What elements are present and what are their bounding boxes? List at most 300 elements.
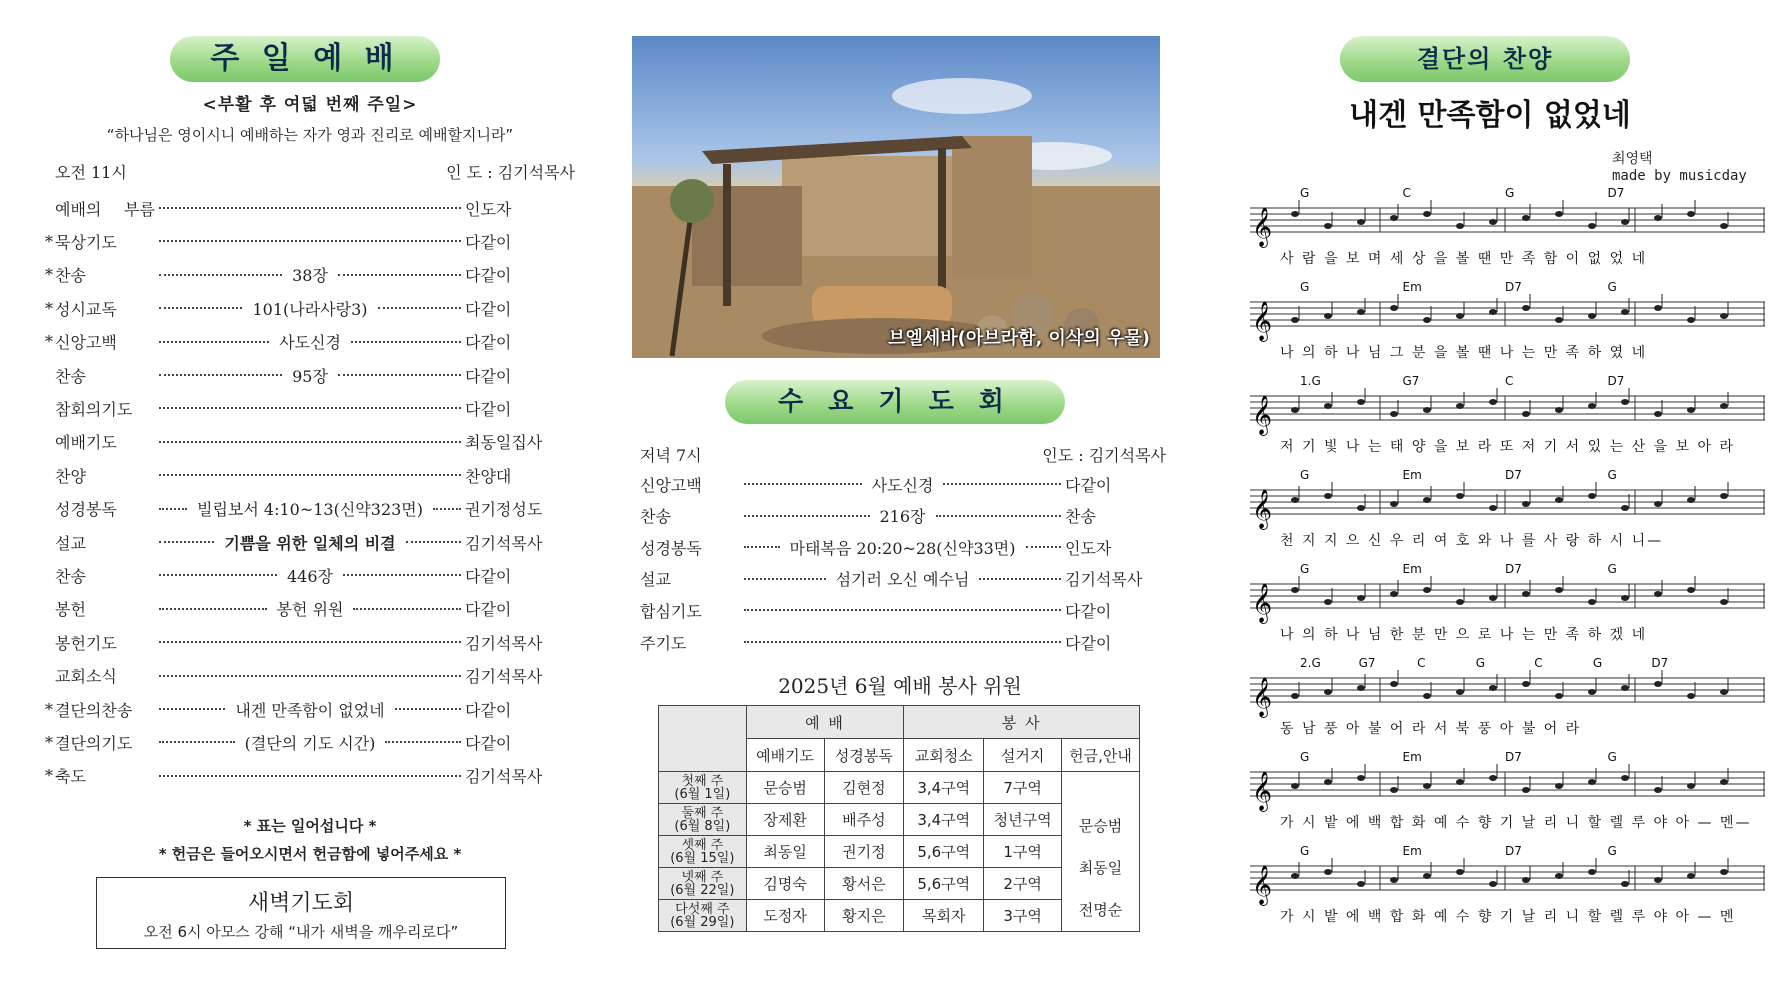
lyric-line: 가 시 밭 에 백 합 화 예 수 향 기 날 리 니 할 렐 루 야 아 — 멘 bbox=[1280, 909, 1736, 925]
chord-symbol: G bbox=[1607, 750, 1617, 764]
note-head bbox=[1522, 787, 1530, 793]
duty-reading: 배주성 bbox=[824, 804, 904, 836]
sunday-time: 오전 11시 bbox=[55, 163, 127, 182]
note-head bbox=[1588, 223, 1596, 229]
treble-clef-icon: 𝄞 bbox=[1252, 583, 1273, 623]
order-item-person: 다같이 bbox=[465, 266, 512, 286]
duty-prayer: 문승범 bbox=[746, 772, 824, 804]
order-item-person: 다같이 bbox=[465, 399, 512, 419]
note-head bbox=[1687, 211, 1695, 217]
sunday-order-row bbox=[45, 293, 565, 323]
hymn-column bbox=[1240, 0, 1780, 1002]
order-item-detail: 기쁨을 위한 일체의 비결 bbox=[224, 533, 396, 553]
order-item-person: 다같이 bbox=[465, 366, 512, 386]
order-item-person: 다같이 bbox=[1065, 475, 1112, 495]
note-head bbox=[1456, 869, 1464, 875]
hymn-section-title: 결단의 찬양 bbox=[1340, 36, 1630, 82]
note-head bbox=[1621, 219, 1629, 225]
note-head bbox=[1555, 211, 1563, 217]
staff-line bbox=[1250, 656, 1770, 750]
sunday-order-row bbox=[45, 694, 565, 724]
standing-marker: * bbox=[45, 265, 53, 285]
order-leader-line bbox=[155, 364, 465, 387]
order-leader-line bbox=[155, 441, 465, 443]
duty-prayer: 최동일 bbox=[746, 836, 824, 868]
order-item-name: 성경봉독 bbox=[55, 500, 117, 520]
staff bbox=[1250, 482, 1770, 532]
order-item-detail: 446장 bbox=[287, 566, 333, 586]
order-item-detail: 101(나라사랑3) bbox=[252, 299, 368, 319]
chord-symbol: G bbox=[1300, 844, 1310, 858]
order-leader-line bbox=[155, 731, 465, 754]
sunday-leader: 인 도 : 김기석목사 bbox=[446, 163, 575, 182]
order-item-person: 최동일집사 bbox=[465, 433, 543, 453]
staff-line bbox=[1250, 750, 1770, 844]
order-leader-line bbox=[155, 531, 465, 554]
wednesday-title: 수 요 기 도 회 bbox=[725, 380, 1065, 424]
order-item-detail: 216장 bbox=[879, 507, 926, 527]
order-item-person: 다같이 bbox=[465, 733, 512, 753]
wednesday-column bbox=[620, 0, 1180, 1002]
note-head bbox=[1423, 783, 1431, 789]
note-head bbox=[1522, 877, 1530, 883]
beersheba-photo bbox=[632, 36, 1160, 358]
duty-date: (6월 1일) bbox=[674, 786, 731, 802]
chord-symbol: C bbox=[1417, 656, 1426, 670]
wednesday-order-list bbox=[640, 469, 1165, 659]
note-head bbox=[1357, 775, 1365, 781]
note-head bbox=[1390, 787, 1398, 793]
note-head bbox=[1720, 313, 1728, 319]
note-head bbox=[1588, 313, 1596, 319]
note-head bbox=[1357, 219, 1365, 225]
duty-dishes: 2구역 bbox=[984, 868, 1062, 900]
lyric-line: 사 람 을 보 며 세 상 을 볼 땐 만 족 함 이 없 었 네 bbox=[1280, 251, 1648, 267]
note-head bbox=[1621, 505, 1629, 511]
lyric-line: 가 시 밭 에 백 합 화 예 수 향 기 날 리 니 할 렐 루 야 아 — 멘— bbox=[1280, 815, 1752, 831]
order-leader-line bbox=[155, 297, 465, 320]
order-item-detail: 마태복음 20:20~28(신약33면) bbox=[789, 538, 1016, 558]
sunday-order-row bbox=[45, 393, 565, 423]
chord-symbol: G bbox=[1592, 656, 1603, 670]
sheet-music bbox=[1250, 186, 1770, 950]
order-leader-line bbox=[155, 641, 465, 643]
chord-symbol: C bbox=[1402, 186, 1411, 200]
order-item-name: 합심기도 bbox=[640, 601, 702, 621]
note-head bbox=[1456, 689, 1464, 695]
wednesday-order-row bbox=[640, 469, 1165, 499]
note-head bbox=[1687, 693, 1695, 699]
duty-offering-cell bbox=[1062, 772, 1140, 932]
note-head bbox=[1522, 411, 1530, 417]
staff-line bbox=[1250, 280, 1770, 374]
note-head bbox=[1720, 869, 1728, 875]
standing-marker: * bbox=[45, 298, 53, 318]
note-head bbox=[1291, 211, 1299, 217]
order-item-name: 찬송 bbox=[55, 566, 86, 586]
duty-week-cell bbox=[659, 900, 747, 932]
order-item-name: 찬송 bbox=[640, 507, 671, 527]
chord-symbol: Em bbox=[1402, 750, 1422, 764]
duty-prayer: 도정자 bbox=[746, 900, 824, 932]
staff bbox=[1250, 764, 1770, 814]
standing-marker: * bbox=[45, 699, 53, 719]
order-item-name: 성시교독 bbox=[55, 299, 117, 319]
note-head bbox=[1621, 775, 1629, 781]
order-item-detail: 95장 bbox=[292, 366, 328, 386]
note-head bbox=[1555, 497, 1563, 503]
order-item-detail: 빌립보서 4:10~13(신약323면) bbox=[197, 500, 423, 520]
order-item-person: 다같이 bbox=[465, 333, 512, 353]
lyric-line: 나 의 하 나 님 그 분 을 볼 땐 나 는 만 족 하 였 네 bbox=[1280, 345, 1648, 361]
chord-symbol: 1.G bbox=[1300, 374, 1321, 388]
order-item-name: 결단의찬송 bbox=[55, 700, 133, 720]
note-head bbox=[1390, 411, 1398, 417]
note-head bbox=[1654, 591, 1662, 597]
note-head bbox=[1555, 783, 1563, 789]
treble-clef-icon: 𝄞 bbox=[1252, 207, 1273, 247]
staff-line bbox=[1250, 844, 1770, 938]
order-leader-line bbox=[155, 675, 465, 677]
treble-clef-icon: 𝄞 bbox=[1252, 677, 1273, 717]
chord-symbol: D7 bbox=[1651, 656, 1669, 670]
chord-symbol: Em bbox=[1402, 280, 1422, 294]
chord-symbol: D7 bbox=[1505, 844, 1522, 858]
note-head bbox=[1291, 407, 1299, 413]
order-item-person: 권기정성도 bbox=[465, 500, 543, 520]
note-head bbox=[1588, 403, 1596, 409]
note-head bbox=[1357, 399, 1365, 405]
note-head bbox=[1291, 497, 1299, 503]
dawn-prayer-title: 새벽기도회 bbox=[247, 891, 355, 916]
dawn-prayer-text: 오전 6시 아모스 강해 “내가 새벽을 깨우리로다” bbox=[143, 923, 459, 941]
sunday-order-row bbox=[45, 594, 565, 624]
note-head bbox=[1291, 317, 1299, 323]
order-item-name: 봉헌기도 bbox=[55, 633, 117, 653]
note-head bbox=[1720, 779, 1728, 785]
note-head bbox=[1456, 779, 1464, 785]
note-head bbox=[1423, 407, 1431, 413]
note-head bbox=[1720, 403, 1728, 409]
note-head bbox=[1621, 685, 1629, 691]
order-leader-line bbox=[740, 641, 1065, 643]
note-head bbox=[1555, 587, 1563, 593]
sunday-subtitle: <부활 후 여덟 번째 주일> bbox=[202, 95, 418, 115]
order-item-person: 다같이 bbox=[465, 566, 512, 586]
wednesday-order-row bbox=[640, 501, 1165, 531]
note-head bbox=[1456, 403, 1464, 409]
sunday-order-row bbox=[45, 427, 565, 457]
note-head bbox=[1522, 591, 1530, 597]
order-item-detail: 봉헌 위원 bbox=[276, 600, 344, 620]
order-item-detail: 사도신경 bbox=[279, 333, 341, 353]
duty-cleaning: 3,4구역 bbox=[904, 772, 984, 804]
order-item-person: 찬양대 bbox=[465, 466, 512, 486]
treble-clef-icon: 𝄞 bbox=[1252, 771, 1273, 811]
duty-dishes: 3구역 bbox=[984, 900, 1062, 932]
note-head bbox=[1654, 787, 1662, 793]
photo-caption: 브엘세바(아브라함, 이삭의 우물) bbox=[888, 328, 1150, 349]
chord-symbol: G bbox=[1300, 280, 1310, 294]
treble-clef-icon: 𝄞 bbox=[1252, 301, 1273, 341]
sunday-order-row bbox=[45, 761, 565, 791]
wednesday-time: 저녁 7시 bbox=[640, 446, 702, 465]
note-head bbox=[1291, 873, 1299, 879]
staff bbox=[1250, 670, 1770, 720]
duty-reading: 권기정 bbox=[824, 836, 904, 868]
chord-symbol: C bbox=[1534, 656, 1543, 670]
sunday-worship-column bbox=[40, 0, 580, 1002]
duty-table bbox=[658, 705, 1140, 932]
note-head bbox=[1720, 599, 1728, 605]
sunday-order-row bbox=[45, 193, 565, 223]
order-item-name: 찬송 bbox=[55, 266, 86, 286]
duty-date: (6월 22일) bbox=[670, 882, 735, 898]
order-item-name: 주기도 bbox=[640, 633, 687, 653]
chord-symbol: Em bbox=[1402, 562, 1422, 576]
order-leader-line bbox=[155, 207, 465, 209]
order-item-person: 김기석목사 bbox=[465, 667, 543, 687]
order-item-person: 김기석목사 bbox=[1065, 570, 1143, 590]
duty-head-reading: 성경봉독 bbox=[824, 739, 904, 772]
chord-symbol: G bbox=[1607, 844, 1617, 858]
duty-cleaning: 목회자 bbox=[904, 900, 984, 932]
duty-reading: 김현정 bbox=[824, 772, 904, 804]
note-head bbox=[1390, 501, 1398, 507]
duty-title: 2025년 6월 예배 봉사 위원 bbox=[778, 674, 1022, 698]
order-item-name: 예배기도 bbox=[55, 433, 117, 453]
chord-symbol: Em bbox=[1402, 468, 1422, 482]
note-head bbox=[1324, 689, 1332, 695]
note-head bbox=[1588, 869, 1596, 875]
duty-reading: 황지은 bbox=[824, 900, 904, 932]
note-head bbox=[1423, 497, 1431, 503]
order-item-name: 설교 bbox=[55, 533, 86, 553]
dawn-prayer-box bbox=[96, 877, 506, 949]
chord-symbol: G bbox=[1300, 186, 1310, 200]
order-item-person: 김기석목사 bbox=[465, 533, 543, 553]
duty-date: (6월 29일) bbox=[670, 914, 735, 930]
offering-person: 문승범 bbox=[1078, 816, 1123, 835]
note-head bbox=[1687, 317, 1695, 323]
duty-prayer: 김명숙 bbox=[746, 868, 824, 900]
duty-week-cell bbox=[659, 836, 747, 868]
order-item-name: 예배의 부름 bbox=[55, 199, 155, 219]
chord-symbol: G bbox=[1300, 468, 1310, 482]
order-item-name: 신앙고백 bbox=[640, 475, 702, 495]
note-head bbox=[1588, 689, 1596, 695]
note-head bbox=[1324, 313, 1332, 319]
duty-week: 셋째 주 bbox=[681, 837, 724, 853]
note-head bbox=[1324, 223, 1332, 229]
staff bbox=[1250, 200, 1770, 250]
duty-week: 다섯째 주 bbox=[675, 901, 730, 917]
note-head bbox=[1654, 501, 1662, 507]
note-head bbox=[1654, 411, 1662, 417]
note-head bbox=[1390, 877, 1398, 883]
order-item-person: 다같이 bbox=[1065, 633, 1112, 653]
sunday-order-row bbox=[45, 360, 565, 390]
wednesday-order-row bbox=[640, 564, 1165, 594]
sunday-order-row bbox=[45, 460, 565, 490]
duty-dishes: 1구역 bbox=[984, 836, 1062, 868]
order-leader-line bbox=[155, 597, 465, 620]
duty-week-cell bbox=[659, 772, 747, 804]
song-title: 내겐 만족함이 없었네 bbox=[1349, 98, 1631, 133]
staff-line bbox=[1250, 468, 1770, 562]
duty-corner-cell bbox=[659, 706, 747, 772]
standing-marker: * bbox=[45, 732, 53, 752]
order-item-person: 다같이 bbox=[465, 232, 512, 252]
treble-clef-icon: 𝄞 bbox=[1252, 865, 1273, 905]
note-head bbox=[1357, 309, 1365, 315]
order-item-person: 김기석목사 bbox=[465, 633, 543, 653]
staff bbox=[1250, 294, 1770, 344]
note-head bbox=[1522, 501, 1530, 507]
order-leader-line bbox=[155, 407, 465, 409]
duty-head-offering: 헌금,안내 bbox=[1062, 739, 1140, 772]
order-item-detail: 38장 bbox=[292, 266, 328, 286]
order-item-name: 교회소식 bbox=[55, 667, 117, 687]
note-head bbox=[1357, 881, 1365, 887]
note-head bbox=[1489, 595, 1497, 601]
standing-marker: * bbox=[45, 766, 53, 786]
note-head bbox=[1687, 407, 1695, 413]
duty-head-cleaning: 교회청소 bbox=[904, 739, 984, 772]
standing-marker: * bbox=[45, 231, 53, 251]
chord-symbol: C bbox=[1505, 374, 1514, 388]
duty-row bbox=[659, 772, 1140, 804]
chord-symbol: G7 bbox=[1402, 374, 1420, 388]
lyric-line: 나 의 하 나 님 한 분 만 으 로 나 는 만 족 하 겠 네 bbox=[1280, 627, 1648, 643]
order-item-name: 설교 bbox=[640, 570, 671, 590]
note-head bbox=[1687, 873, 1695, 879]
standing-marker: * bbox=[45, 332, 53, 352]
staff-line bbox=[1250, 374, 1770, 468]
staff-line bbox=[1250, 186, 1770, 280]
composer: 최영택 bbox=[1612, 151, 1653, 167]
duty-reading: 황서은 bbox=[824, 868, 904, 900]
note-head bbox=[1390, 591, 1398, 597]
order-item-detail: (결단의 기도 시간) bbox=[244, 733, 376, 753]
order-leader-line bbox=[740, 536, 1065, 559]
duty-week-cell bbox=[659, 804, 747, 836]
note-head bbox=[1423, 317, 1431, 323]
staff-line bbox=[1250, 562, 1770, 656]
duty-head-worship: 예 배 bbox=[746, 706, 904, 739]
order-leader-line bbox=[740, 567, 1065, 590]
standing-note: * 표는 일어섭니다 * bbox=[243, 817, 377, 835]
chord-symbol: 2.G bbox=[1300, 656, 1321, 670]
duty-head-prayer: 예배기도 bbox=[746, 739, 824, 772]
duty-dishes: 7구역 bbox=[984, 772, 1062, 804]
note-head bbox=[1621, 309, 1629, 315]
note-head bbox=[1324, 779, 1332, 785]
note-head bbox=[1687, 587, 1695, 593]
order-item-name: 찬송 bbox=[55, 366, 86, 386]
order-leader-line bbox=[740, 473, 1065, 496]
note-head bbox=[1555, 317, 1563, 323]
staff bbox=[1250, 388, 1770, 438]
note-head bbox=[1423, 211, 1431, 217]
order-leader-line bbox=[740, 504, 1065, 527]
note-head bbox=[1456, 599, 1464, 605]
duty-prayer: 장제환 bbox=[746, 804, 824, 836]
staff bbox=[1250, 576, 1770, 626]
note-head bbox=[1687, 783, 1695, 789]
sunday-order-row bbox=[45, 226, 565, 256]
order-leader-line bbox=[155, 497, 465, 520]
order-item-person: 다같이 bbox=[465, 700, 512, 720]
note-head bbox=[1291, 783, 1299, 789]
duty-head-dishes: 설거지 bbox=[984, 739, 1062, 772]
order-item-person: 인도자 bbox=[465, 199, 512, 219]
order-item-name: 성경봉독 bbox=[640, 538, 702, 558]
note-head bbox=[1654, 681, 1662, 687]
wednesday-order-row bbox=[640, 532, 1165, 562]
wednesday-order-row bbox=[640, 595, 1165, 625]
order-leader-line bbox=[740, 609, 1065, 611]
note-head bbox=[1456, 493, 1464, 499]
sunday-order-row bbox=[45, 260, 565, 290]
staff bbox=[1250, 858, 1770, 908]
note-head bbox=[1390, 215, 1398, 221]
order-item-person: 인도자 bbox=[1065, 538, 1112, 558]
duty-body bbox=[659, 772, 1140, 932]
chord-symbol: D7 bbox=[1607, 186, 1625, 200]
note-head bbox=[1522, 215, 1530, 221]
chord-symbol: D7 bbox=[1505, 750, 1522, 764]
sunday-order-row bbox=[45, 560, 565, 590]
duty-cleaning: 3,4구역 bbox=[904, 804, 984, 836]
lyric-line: 천 지 지 으 신 우 리 여 호 와 나 를 사 랑 하 시 니— bbox=[1280, 533, 1664, 549]
order-item-detail: 사도신경 bbox=[871, 475, 934, 495]
order-leader-line bbox=[155, 330, 465, 353]
note-head bbox=[1621, 881, 1629, 887]
order-item-name: 참회의기도 bbox=[55, 399, 133, 419]
note-head bbox=[1588, 599, 1596, 605]
sunday-title: 주 일 예 배 bbox=[170, 36, 440, 82]
sunday-order-row bbox=[45, 327, 565, 357]
chord-symbol: D7 bbox=[1505, 280, 1522, 294]
sunday-order-row bbox=[45, 727, 565, 757]
note-head bbox=[1423, 693, 1431, 699]
chord-symbol: G7 bbox=[1358, 656, 1376, 670]
note-head bbox=[1489, 881, 1497, 887]
note-head bbox=[1489, 775, 1497, 781]
duty-week: 둘째 주 bbox=[681, 805, 724, 821]
note-head bbox=[1456, 223, 1464, 229]
sunday-order-list bbox=[45, 193, 575, 793]
offering-note: * 헌금은 들어오시면서 헌금함에 넣어주세요 * bbox=[158, 845, 462, 863]
offering-person: 전명순 bbox=[1078, 900, 1123, 919]
note-head bbox=[1357, 595, 1365, 601]
chord-symbol: G bbox=[1607, 468, 1617, 482]
order-item-name: 찬양 bbox=[55, 466, 86, 486]
order-item-name: 신앙고백 bbox=[55, 333, 117, 353]
arranger: made by musicday bbox=[1612, 168, 1747, 184]
order-item-name: 축도 bbox=[55, 767, 86, 787]
chord-symbol: G bbox=[1475, 656, 1486, 670]
chord-symbol: D7 bbox=[1607, 374, 1625, 388]
order-item-person: 다같이 bbox=[465, 600, 512, 620]
order-item-person: 찬송 bbox=[1065, 507, 1096, 527]
note-head bbox=[1291, 587, 1299, 593]
order-leader-line bbox=[155, 775, 465, 777]
wednesday-leader: 인도 : 김기석목사 bbox=[1042, 446, 1166, 465]
note-head bbox=[1654, 305, 1662, 311]
duty-week-cell bbox=[659, 868, 747, 900]
